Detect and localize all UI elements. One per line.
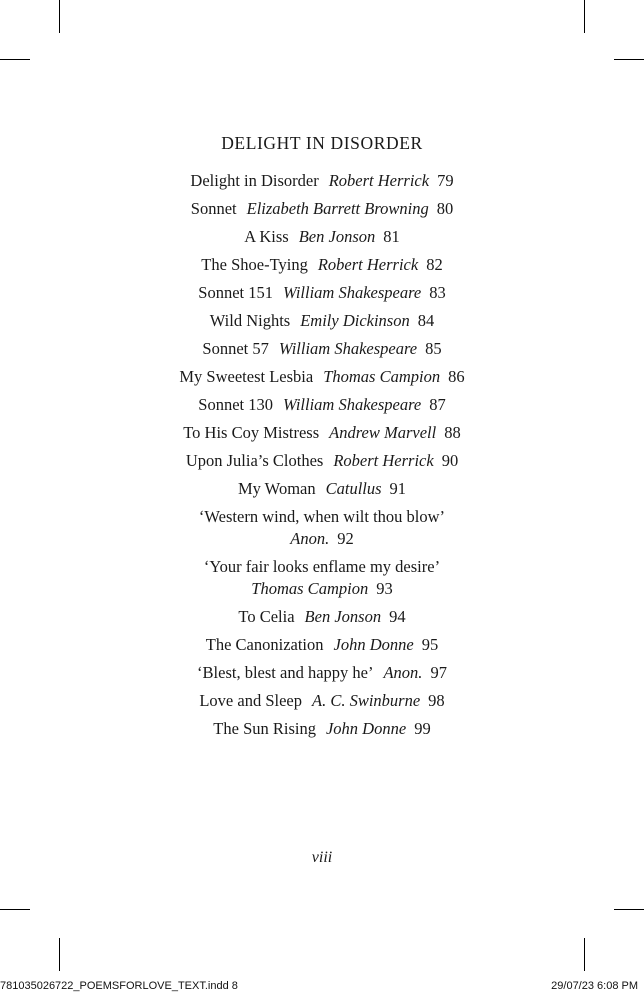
poem-title: The Shoe-Tying bbox=[201, 255, 308, 274]
poem-title: Wild Nights bbox=[209, 311, 291, 330]
contents-entry bbox=[0, 338, 644, 360]
contents-entry bbox=[0, 422, 644, 444]
page-number: 90 bbox=[441, 451, 459, 470]
page-number: 79 bbox=[437, 171, 454, 190]
poem-author: William Shakespeare bbox=[282, 283, 422, 302]
poem-author: John Donne bbox=[325, 719, 407, 738]
crop-mark-top-left bbox=[59, 0, 60, 33]
poem-title: My Woman bbox=[237, 479, 316, 498]
crop-mark-bottom-left bbox=[59, 938, 60, 971]
poem-title: Love and Sleep bbox=[199, 691, 302, 710]
poem-title: My Sweetest Lesbia bbox=[179, 367, 314, 386]
contents-entry bbox=[0, 310, 644, 332]
poem-title: To His Coy Mistress bbox=[183, 423, 320, 442]
entry-second-line bbox=[0, 528, 644, 550]
poem-author: Catullus bbox=[325, 479, 382, 498]
slug-datetime: 29/07/23 6:08 PM bbox=[551, 980, 638, 992]
poem-title: Upon Julia’s Clothes bbox=[185, 451, 324, 470]
entry-second-line bbox=[0, 578, 644, 600]
poem-author: Thomas Campion bbox=[251, 579, 369, 598]
poem-author: William Shakespeare bbox=[278, 339, 418, 358]
poem-title: The Sun Rising bbox=[213, 719, 316, 738]
poem-author: Ben Jonson bbox=[304, 607, 382, 626]
contents-list bbox=[0, 170, 644, 746]
poem-title: Delight in Disorder bbox=[190, 171, 319, 190]
page-number: 95 bbox=[421, 635, 439, 654]
contents-entry bbox=[0, 254, 644, 276]
poem-title: Sonnet bbox=[190, 199, 237, 218]
contents-entry bbox=[0, 366, 644, 388]
contents-entry bbox=[0, 556, 644, 600]
page-number: 98 bbox=[428, 691, 445, 710]
contents-entry bbox=[0, 662, 644, 684]
contents-entry bbox=[0, 478, 644, 500]
page-folio: viii bbox=[311, 849, 333, 866]
contents-entry bbox=[0, 394, 644, 416]
poem-author: William Shakespeare bbox=[282, 395, 422, 414]
poem-author: Andrew Marvell bbox=[329, 423, 437, 442]
poem-author: Anon. bbox=[383, 663, 423, 682]
page-number: 80 bbox=[436, 199, 454, 218]
poem-title: ‘Your fair looks enflame my desire’ bbox=[203, 557, 441, 576]
poem-author: A. C. Swinburne bbox=[311, 691, 421, 710]
page-number: 93 bbox=[376, 579, 393, 598]
page-number: 83 bbox=[429, 283, 446, 302]
page-number: 92 bbox=[337, 529, 354, 548]
contents-entry bbox=[0, 634, 644, 656]
poem-author: Anon. bbox=[290, 529, 330, 548]
contents-entry bbox=[0, 282, 644, 304]
page-number: 87 bbox=[429, 395, 446, 414]
crop-mark-bottom-right bbox=[584, 938, 585, 971]
page-number: 91 bbox=[389, 479, 407, 498]
contents-entry bbox=[0, 450, 644, 472]
crop-mark-left-top bbox=[0, 59, 30, 60]
contents-entry bbox=[0, 170, 644, 192]
poem-title: Sonnet 151 bbox=[198, 283, 273, 302]
poem-title: ‘Western wind, when wilt thou blow’ bbox=[198, 507, 446, 526]
poem-title: A Kiss bbox=[244, 227, 289, 246]
poem-author: Robert Herrick bbox=[333, 451, 434, 470]
page-number: 99 bbox=[414, 719, 431, 738]
poem-title: To Celia bbox=[238, 607, 295, 626]
crop-mark-right-top bbox=[614, 59, 644, 60]
slug-filename: 781035026722_POEMSFORLOVE_TEXT.indd 8 bbox=[0, 980, 238, 992]
poem-title: Sonnet 57 bbox=[202, 339, 269, 358]
contents-entry bbox=[0, 718, 644, 740]
page-number: 81 bbox=[383, 227, 400, 246]
poem-title: Sonnet 130 bbox=[198, 395, 273, 414]
poem-author: Thomas Campion bbox=[323, 367, 441, 386]
contents-entry bbox=[0, 690, 644, 712]
poem-author: John Donne bbox=[333, 635, 414, 654]
page-number: 94 bbox=[389, 607, 406, 626]
poem-author: Robert Herrick bbox=[317, 255, 419, 274]
poem-author: Emily Dickinson bbox=[300, 311, 410, 330]
page-number: 85 bbox=[425, 339, 442, 358]
poem-author: Ben Jonson bbox=[298, 227, 376, 246]
page-number: 84 bbox=[417, 311, 435, 330]
contents-entry bbox=[0, 606, 644, 628]
page-number: 88 bbox=[444, 423, 461, 442]
crop-mark-right-bottom bbox=[614, 909, 644, 910]
crop-mark-left-bottom bbox=[0, 909, 30, 910]
crop-mark-top-right bbox=[584, 0, 585, 33]
page-number: 97 bbox=[430, 663, 447, 682]
contents-entry bbox=[0, 198, 644, 220]
poem-title: ‘Blest, blest and happy he’ bbox=[197, 663, 374, 682]
contents-entry bbox=[0, 506, 644, 550]
poem-title: The Canonization bbox=[205, 635, 324, 654]
page-number: 82 bbox=[426, 255, 443, 274]
poem-author: Robert Herrick bbox=[328, 171, 430, 190]
section-title: DELIGHT IN DISORDER bbox=[221, 133, 423, 153]
contents-entry bbox=[0, 226, 644, 248]
poem-author: Elizabeth Barrett Browning bbox=[246, 199, 429, 218]
page-number: 86 bbox=[448, 367, 465, 386]
